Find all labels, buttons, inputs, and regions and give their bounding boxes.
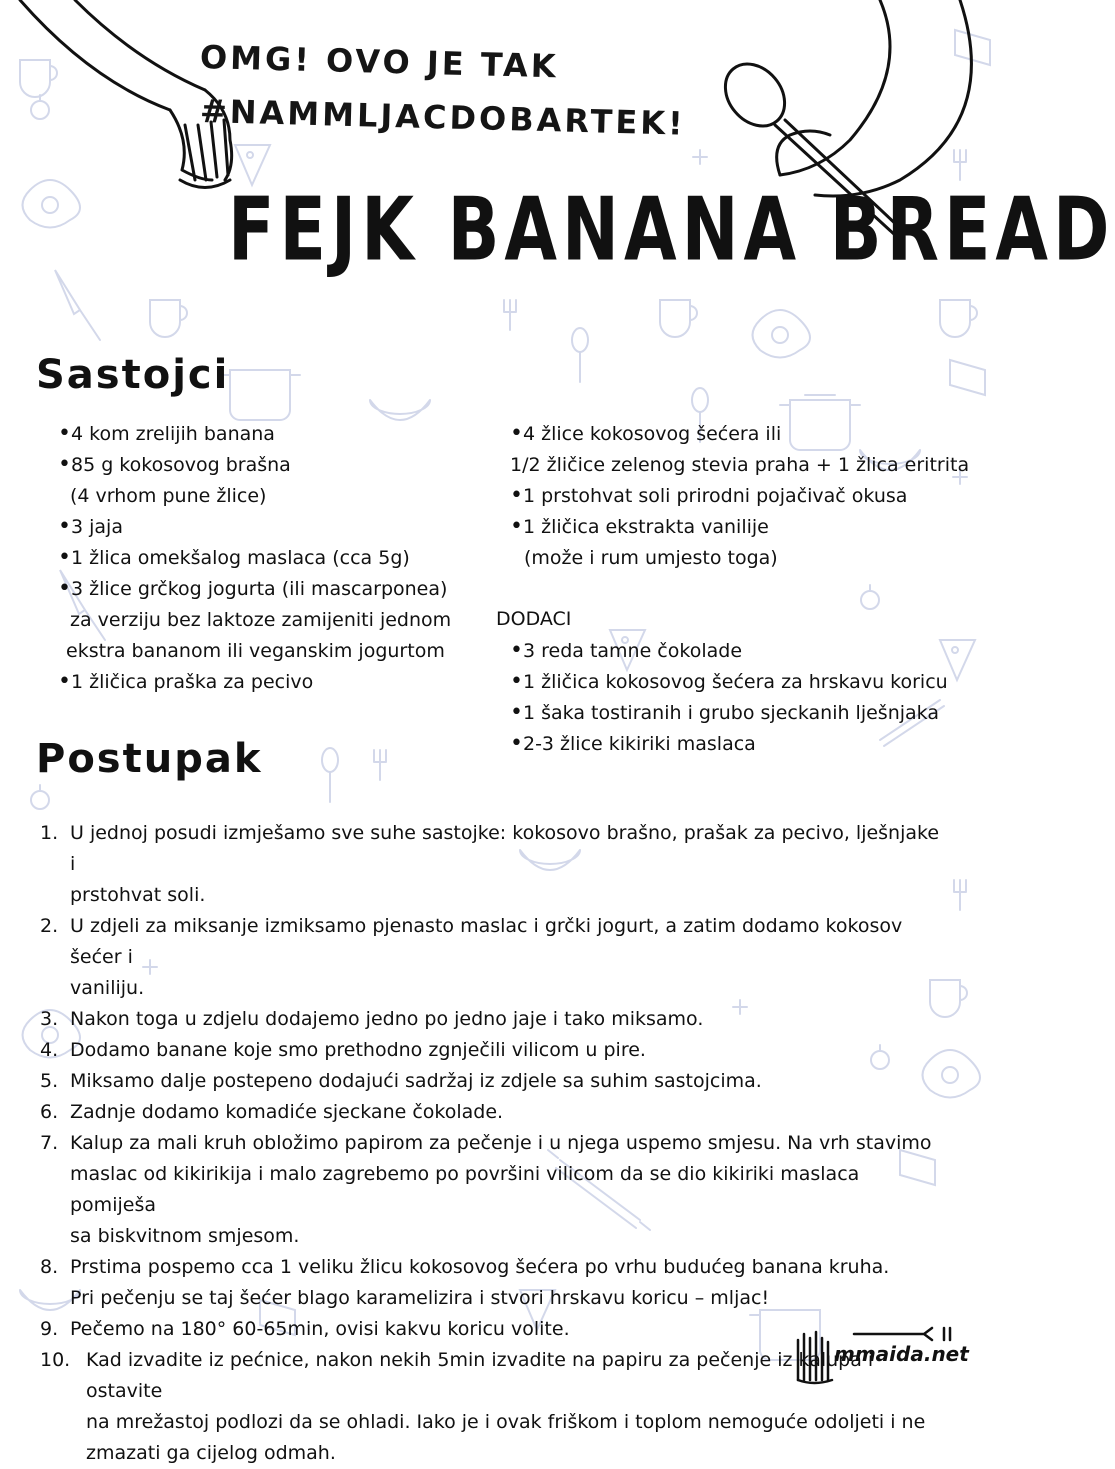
extra-text: 3 reda tamne čokolade <box>522 640 743 662</box>
list-item <box>58 542 451 573</box>
step-number: 2. <box>40 915 59 937</box>
list-item <box>58 449 451 480</box>
step-number: 7. <box>40 1132 59 1154</box>
bullet: • <box>510 483 523 508</box>
ingredient-text: 1 prstohvat soli prirodni pojačivač okusa <box>522 485 908 507</box>
ingredient-text: 1/2 žličice zelenog stevia praha + 1 žlica eritrita <box>510 454 970 476</box>
list-item <box>510 666 969 697</box>
site-logo[interactable] <box>794 1320 984 1390</box>
step-number: 3. <box>40 1008 59 1030</box>
spoon-doodle-icon <box>322 748 338 802</box>
ingredient-text: 1 žličica praška za pecivo <box>70 671 314 693</box>
step-item <box>40 1097 940 1128</box>
bullet: • <box>510 514 523 539</box>
bullet: • <box>510 421 523 446</box>
step-number: 5. <box>40 1070 59 1092</box>
pizza-slice-doodle-icon <box>235 145 270 185</box>
step-number: 1. <box>40 822 59 844</box>
bullet: • <box>58 452 71 477</box>
step-text: Kalup za mali kruh obložimo papirom za pečenje i u njega uspemo smjesu. Na vrh stavimo maslac od kikirikija i malo zagrebemo po površini vilicom da se dio kikiriki maslaca pomiješa sa biskvitnom smjesom. <box>70 1132 932 1247</box>
ingredient-text: za verziju bez laktoze zamijeniti jednom <box>70 609 452 631</box>
list-item <box>58 666 451 697</box>
bullet: • <box>58 576 71 601</box>
step-text: Prstima pospemo cca 1 veliku žlicu kokosovog šećera po vrhu budućeg banana kruha. Pri pečenju se taj šećer blago karamelizira i stvori hrskavu koricu – mljac! <box>70 1256 890 1309</box>
bullet: • <box>510 731 523 756</box>
egg-doodle-icon <box>753 310 811 358</box>
ingredients-list-right <box>496 418 970 759</box>
list-item <box>58 418 451 449</box>
extra-text: 1 žličica kokosovog šećera za hrskavu koricu <box>522 671 948 693</box>
step-text: Nakon toga u zdjelu dodajemo jedno po jedno jaje i tako miksamo. <box>70 1008 704 1030</box>
cheese-doodle-icon <box>955 30 990 65</box>
bullet: • <box>58 514 71 539</box>
step-number: 4. <box>40 1039 59 1061</box>
step-item <box>40 1066 940 1097</box>
ingredients-list-left <box>58 418 451 697</box>
fork-doodle-icon <box>374 750 386 780</box>
fork-doodle-icon <box>954 150 966 180</box>
spoon-doodle-icon <box>572 328 588 382</box>
list-item <box>510 635 969 666</box>
ingredient-text: 1 žličica ekstrakta vanilije <box>522 516 769 538</box>
step-item <box>40 1128 940 1252</box>
procedure-heading: Postupak <box>36 736 263 782</box>
step-item <box>40 911 940 1004</box>
bullet: • <box>58 545 71 570</box>
step-text: U zdjeli za miksanje izmiksamo pjenasto maslac i grčki jogurt, a zatim dodamo kokosov šećer i vaniliju. <box>70 915 903 999</box>
recipe-title: FEJK BANANA BREAD <box>228 180 1115 282</box>
extra-text: 2-3 žlice kikiriki maslaca <box>522 733 756 755</box>
sparkle-doodle-icon <box>693 150 707 164</box>
list-item <box>58 511 451 542</box>
bullet: • <box>510 700 523 725</box>
bullet: • <box>58 421 71 446</box>
ingredient-text: ekstra bananom ili veganskim jogurtom <box>66 640 445 662</box>
step-number: 6. <box>40 1101 59 1123</box>
step-item <box>40 1035 940 1066</box>
step-text: Zadnje dodamo komadiće sjeckane čokolade. <box>70 1101 504 1123</box>
ingredient-text: (može i rum umjesto toga) <box>524 547 778 569</box>
step-text: Pečemo na 180° 60-65min, ovisi kakvu koricu volite. <box>70 1318 570 1340</box>
tagline-line-1: OMG! OVO JE TAK <box>199 38 560 86</box>
extras-heading: DODACI <box>496 608 572 630</box>
list-item <box>58 635 451 666</box>
fork-doodle-icon <box>954 880 966 910</box>
cheese-doodle-icon <box>950 360 985 395</box>
knife-doodle-icon <box>55 270 100 340</box>
bullet: • <box>510 638 523 663</box>
ingredient-text: (4 vrhom pune žlice) <box>70 485 267 507</box>
step-number: 10. <box>40 1349 71 1371</box>
ingredient-text: 4 žlice kokosovog šećera ili <box>522 423 782 445</box>
bullet: • <box>58 669 71 694</box>
step-text: Dodamo banane koje smo prethodno zgnječili vilicom u pire. <box>70 1039 646 1061</box>
step-item <box>40 1252 940 1314</box>
egg-doodle-icon <box>23 180 81 228</box>
step-text: U jednoj posudi izmješamo sve suhe sastojke: kokosovo brašno, prašak za pecivo, lješnjake i prstohvat soli. <box>70 822 940 906</box>
extra-text: 1 šaka tostiranih i grubo sjeckanih lješnjaka <box>522 702 939 724</box>
cup-doodle-icon <box>150 300 187 337</box>
apple-doodle-icon <box>31 785 49 809</box>
step-number: 9. <box>40 1318 59 1340</box>
bullet: • <box>510 669 523 694</box>
cup-doodle-icon <box>940 300 977 337</box>
bowl-doodle-icon <box>370 400 430 420</box>
ingredient-text: 3 žlice grčkog jogurta (ili mascarponea) <box>70 578 448 600</box>
cup-doodle-icon <box>20 60 57 97</box>
step-number: 8. <box>40 1256 59 1278</box>
list-item <box>510 728 969 759</box>
list-item <box>58 480 451 511</box>
list-item <box>510 480 969 511</box>
step-text: Miksamo dalje postepeno dodajući sadržaj iz zdjele sa suhim sastojcima. <box>70 1070 762 1092</box>
logo-text: mmaida.net <box>834 1342 969 1366</box>
ingredient-text: 85 g kokosovog brašna <box>70 454 291 476</box>
list-item <box>58 604 451 635</box>
step-text: Kad izvadite iz pećnice, nakon nekih 5min izvadite na papiru za pečenje iz kalupa i ostavite na mrežastoj podlozi da se ohladi. Iako je i ovak friškom i toplom nemoguće odoljeti i ne zmazati ga cijelog odmah. <box>86 1349 926 1464</box>
cup-doodle-icon <box>660 300 697 337</box>
step-item <box>40 1004 940 1035</box>
list-item <box>510 449 969 480</box>
list-item <box>510 697 969 728</box>
apple-doodle-icon <box>31 95 49 119</box>
step-item <box>40 818 940 911</box>
fork-doodle-icon <box>504 300 516 330</box>
ingredient-text: 1 žlica omekšalog maslaca (cca 5g) <box>70 547 410 569</box>
list-item <box>510 511 969 542</box>
pot-doodle-icon <box>220 370 300 420</box>
ingredient-text: 3 jaja <box>70 516 123 538</box>
ingredient-text: 4 kom zrelijih banana <box>70 423 275 445</box>
list-item <box>510 542 969 573</box>
ingredients-heading: Sastojci <box>36 352 230 398</box>
list-item <box>510 418 969 449</box>
tagline-line-2: #NAMMLJACDOBARTEK! <box>199 92 687 143</box>
list-item <box>58 573 451 604</box>
